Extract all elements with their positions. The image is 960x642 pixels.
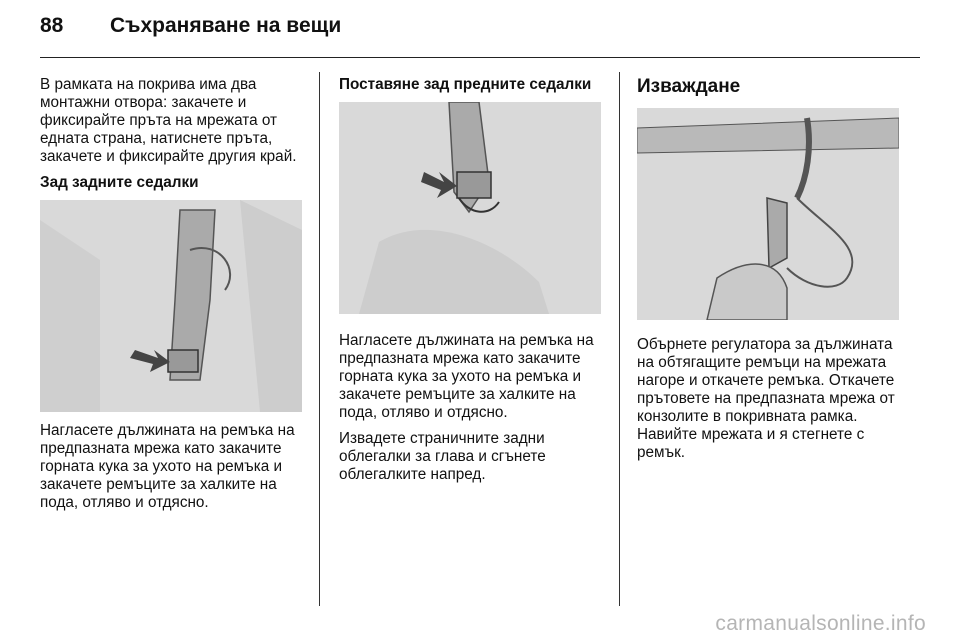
intro-paragraph: В рамката на покрива има два монтажни отвора: закачете и фиксирайте пръта на мрежата от едната страна, натиснете пръта, закачете и фиксирайте другия край.	[40, 76, 297, 165]
watermark: carmanualsonline.info	[715, 612, 926, 635]
figure-rear-seat-strap	[40, 200, 302, 412]
section-heading-removal: Изваждане	[637, 76, 741, 97]
column-3	[637, 76, 905, 470]
column-divider-1	[319, 72, 320, 606]
column-2	[339, 76, 607, 492]
caption-front-seat-2: Извадете страничните задни облегалки за глава и сгънете облегалките напред.	[339, 430, 546, 483]
page-title: Съхраняване на вещи	[110, 14, 342, 37]
column-1	[40, 76, 308, 520]
caption-front-seat: Нагласете дължината на ремъка на предпазната мрежа като закачите горната кука за ухото на ремъка и закачете ремъците за халките на пода, отляво и отдясно.	[339, 332, 594, 421]
header-divider	[40, 57, 920, 58]
caption-rear-seat: Нагласете дължината на ремъка на предпазната мрежа като закачите горната кука за ухото на ремъка и закачете ремъците за халките на пода, отляво и отдясно.	[40, 422, 295, 511]
figure-front-seat-strap	[339, 102, 601, 314]
page-number: 88	[40, 14, 64, 37]
page-header	[40, 14, 920, 50]
caption-removal: Обърнете регулатора за дължината на обтягащите ремъци на мрежата нагоре и откачете ремъка. Откачете прътовете на предпазната мрежа от конзолите в покривната рамка. Навийте мрежата и я стегнете с ремък.	[637, 336, 895, 461]
section-heading-behind-rear-seats: Зад задните седалки	[40, 174, 199, 191]
section-heading-behind-front-seats: Поставяне зад предните седалки	[339, 76, 592, 93]
figure-removal	[637, 108, 899, 320]
column-divider-2	[619, 72, 620, 606]
